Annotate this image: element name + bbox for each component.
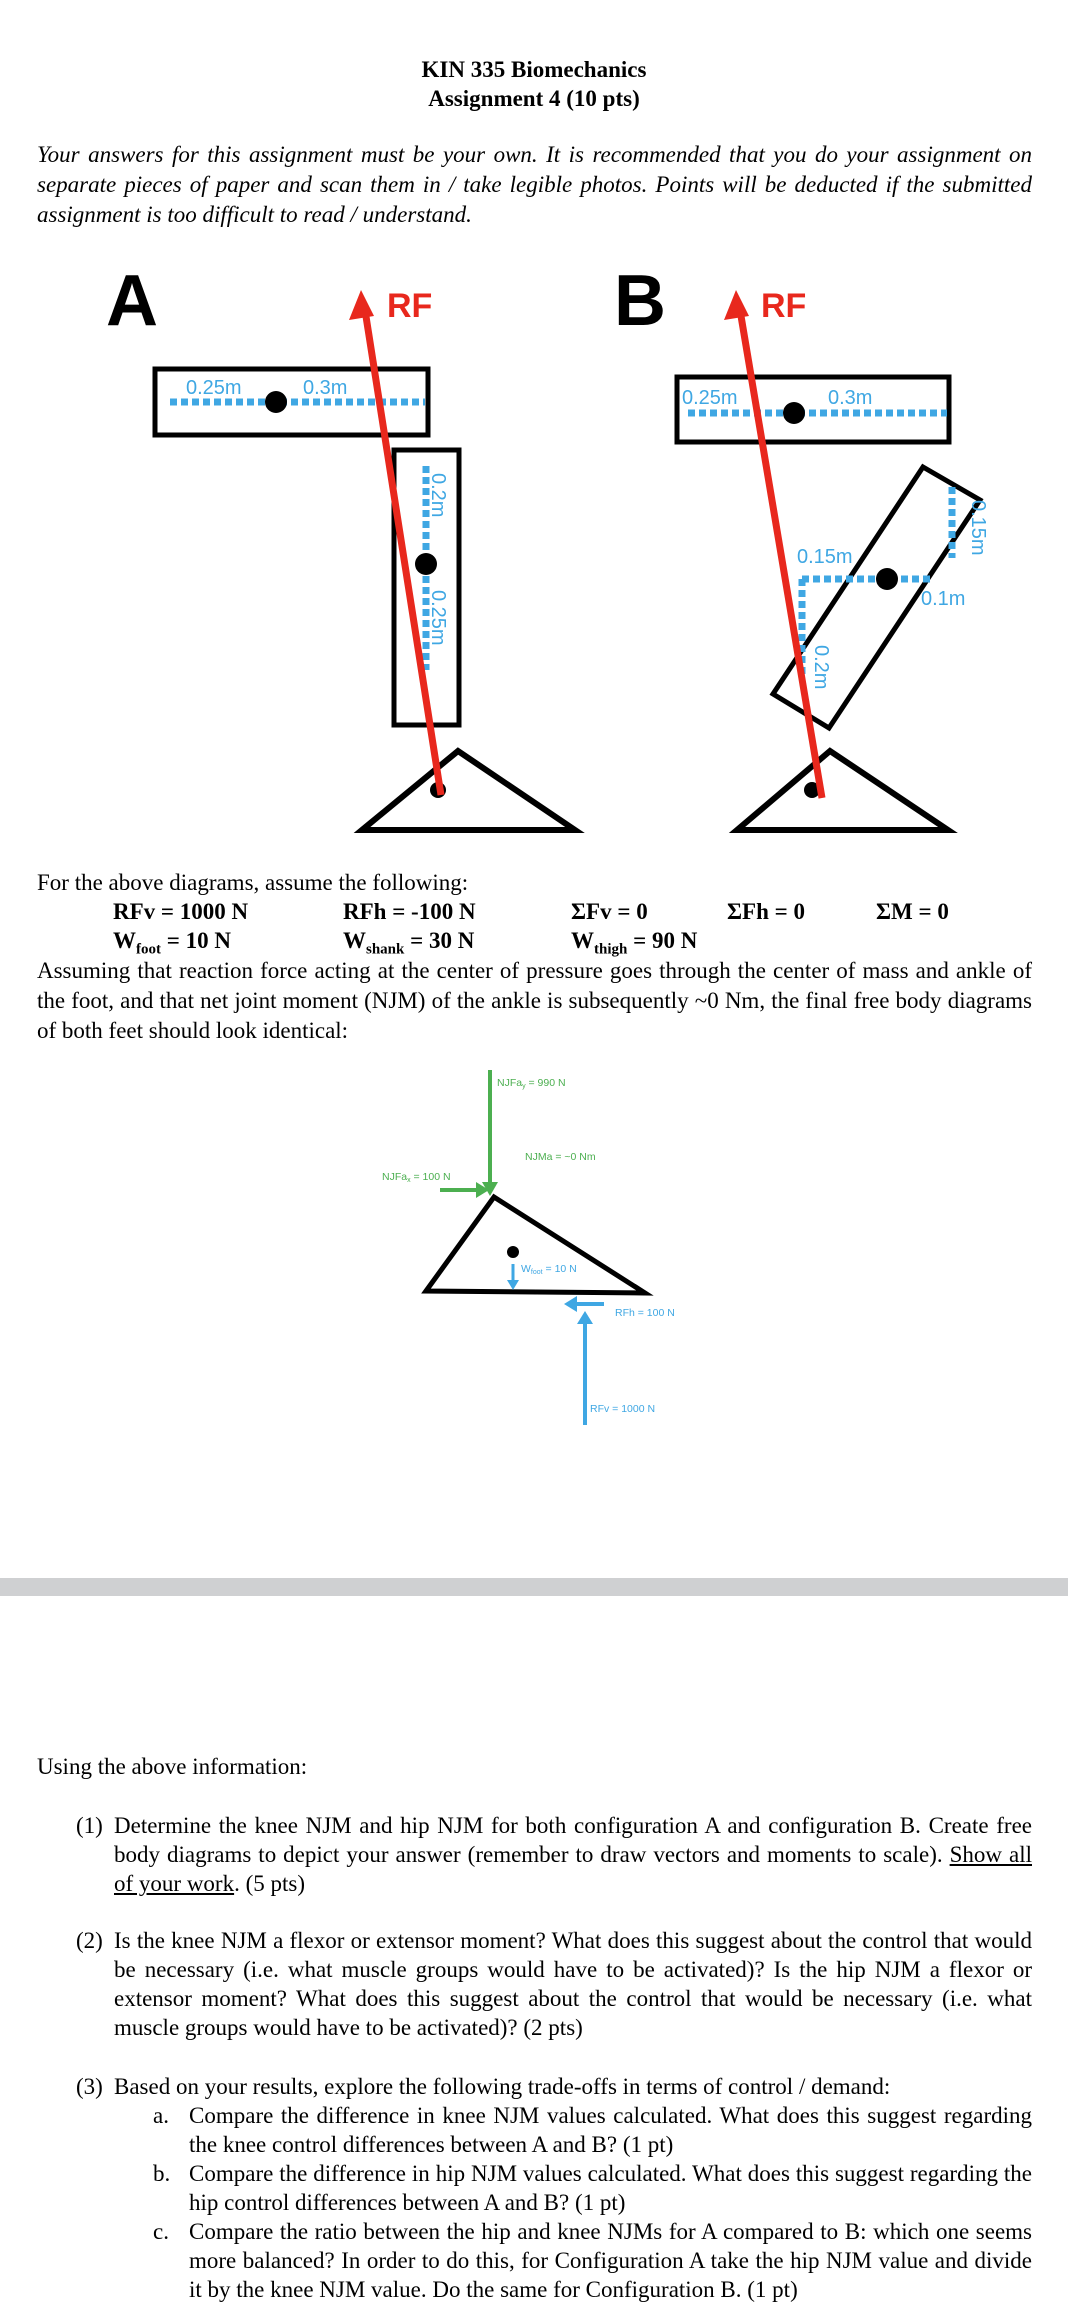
- shank-bottom-length-a: 0.25m: [427, 590, 449, 646]
- diagram-b-letter: B: [614, 261, 666, 341]
- thigh-right-length-a: 0.3m: [303, 377, 348, 399]
- reaction-force-arrowhead-a: [349, 290, 374, 320]
- assumption-sum-fh: ΣFh = 0: [727, 899, 805, 924]
- shank-v-length-b: 0.2m: [810, 645, 832, 690]
- foot-triangle: [426, 1197, 645, 1293]
- w-foot-arrowhead: [507, 1280, 519, 1290]
- question-1-number: (1): [76, 1813, 103, 1838]
- foot-segment-b: [737, 751, 948, 830]
- question-3: (3) Based on your results, explore the following trade-offs in terms of control / demand:: [76, 2074, 891, 2099]
- shank-h2-length-b: 0.1m: [921, 588, 966, 610]
- assumptions-intro: For the above diagrams, assume the following:: [37, 870, 469, 895]
- shank-top-length-a: 0.2m: [427, 473, 449, 518]
- njma-label: NJMa = ~0 Nm: [525, 1151, 596, 1163]
- knee-hip-diagrams: [0, 250, 1068, 850]
- assumption-w-shank: $W_{shank} = 30$ N: [343, 928, 475, 958]
- question-1: (1) Determine the knee NJM and hip NJM for both configuration A and configuration B. Create free body diagrams to depict your answer (remember to draw vectors and moments to scale). Show all of your work. (5 pts): [76, 1813, 1032, 1896]
- foot-segment-a: [362, 751, 575, 830]
- question-3-number: (3): [76, 2074, 103, 2099]
- assumption-w-foot: $W_{foot} = 10$ N: [113, 928, 231, 958]
- rf-label-b: RF: [761, 287, 807, 325]
- shank-com-a: [415, 553, 437, 575]
- question-3c: c. Compare the ratio between the hip and knee NJMs for A compared to B: which one seems more balanced? In order to do this, for Configuration A take the hip NJM value and divide it by the knee NJM value. Do the same for Configuration B. (1 pt): [153, 2219, 1032, 2302]
- thigh-left-length-a: 0.25m: [186, 377, 242, 399]
- intro-paragraph: Your answers for this assignment must be your own. It is recommended that you do your assignment on separate pieces of paper and scan them in / take legible photos. Points will be deducted if the submitted assignment is too difficult to read / understand.: [37, 142, 1032, 227]
- shank-h1-length-b: 0.15m: [797, 546, 853, 568]
- w-foot-label: Wfoot = 10 N: [521, 1263, 577, 1276]
- njfa-y-label: NJFay = 990 N: [497, 1077, 566, 1090]
- reaction-force-arrowhead-b: [724, 290, 749, 320]
- assignment-page-2: [0, 1596, 1068, 2322]
- rfv-label: RFv = 1000 N: [590, 1403, 656, 1415]
- rfv-arrowhead: [577, 1311, 593, 1324]
- rfh-label: RFh = 100 N: [615, 1307, 675, 1319]
- assumption-rfh: RFh = -100 N: [343, 899, 476, 924]
- rf-label-a: RF: [387, 287, 433, 325]
- shank-side-length-b: 0.15m: [967, 500, 989, 556]
- foot-free-body-diagram: [370, 1060, 700, 1440]
- rfh-arrowhead: [564, 1296, 577, 1312]
- question-3b: b. Compare the difference in hip NJM values calculated. What does this suggest regarding the hip control differences between A and B? (1 pt): [153, 2161, 1032, 2215]
- questions-intro: Using the above information:: [37, 1754, 308, 1779]
- page-divider: [0, 1578, 1068, 1596]
- assumption-w-thigh: $W_{thigh} = 90$ N: [571, 928, 698, 958]
- question-2: (2) Is the knee NJM a flexor or extensor moment? What does this suggest about the control that would be necessary (i.e. what muscle groups would have to be activated)? Is the hip NJM a flexor or extensor moment? What does this suggest about the control that would be necessary (i.e. what muscle groups would have to be activated)? (2 pts): [76, 1928, 1032, 2040]
- assumption-rfv: RFv = 1000 N: [113, 899, 249, 924]
- course-title: KIN 335 Biomechanics: [421, 57, 647, 82]
- assumptions-paragraph: Assuming that reaction force acting at the center of pressure goes through the center of mass and ankle of the foot, and that net joint moment (NJM) of the ankle is subsequently ~0 Nm, the final free body diagrams of both feet should look identical:: [37, 958, 1032, 1043]
- assumption-sum-fv: ΣFv = 0: [571, 899, 648, 924]
- njfa-x-label: NJFax = 100 N: [382, 1171, 451, 1184]
- assignment-title: Assignment 4 (10 pts): [428, 86, 640, 111]
- thigh-com-a: [265, 391, 287, 413]
- thigh-right-length-b: 0.3m: [828, 387, 873, 409]
- question-2-number: (2): [76, 1928, 103, 1953]
- question-3a: a. Compare the difference in knee NJM values calculated. What does this suggest regarding the knee control differences between A and B? (1 pt): [153, 2103, 1032, 2157]
- thigh-left-length-b: 0.25m: [682, 387, 738, 409]
- shank-com-b: [876, 568, 898, 590]
- diagram-a-letter: A: [106, 261, 158, 341]
- thigh-com-b: [783, 402, 805, 424]
- assumption-sum-m: ΣM = 0: [876, 899, 949, 924]
- foot-center-of-mass: [507, 1246, 519, 1258]
